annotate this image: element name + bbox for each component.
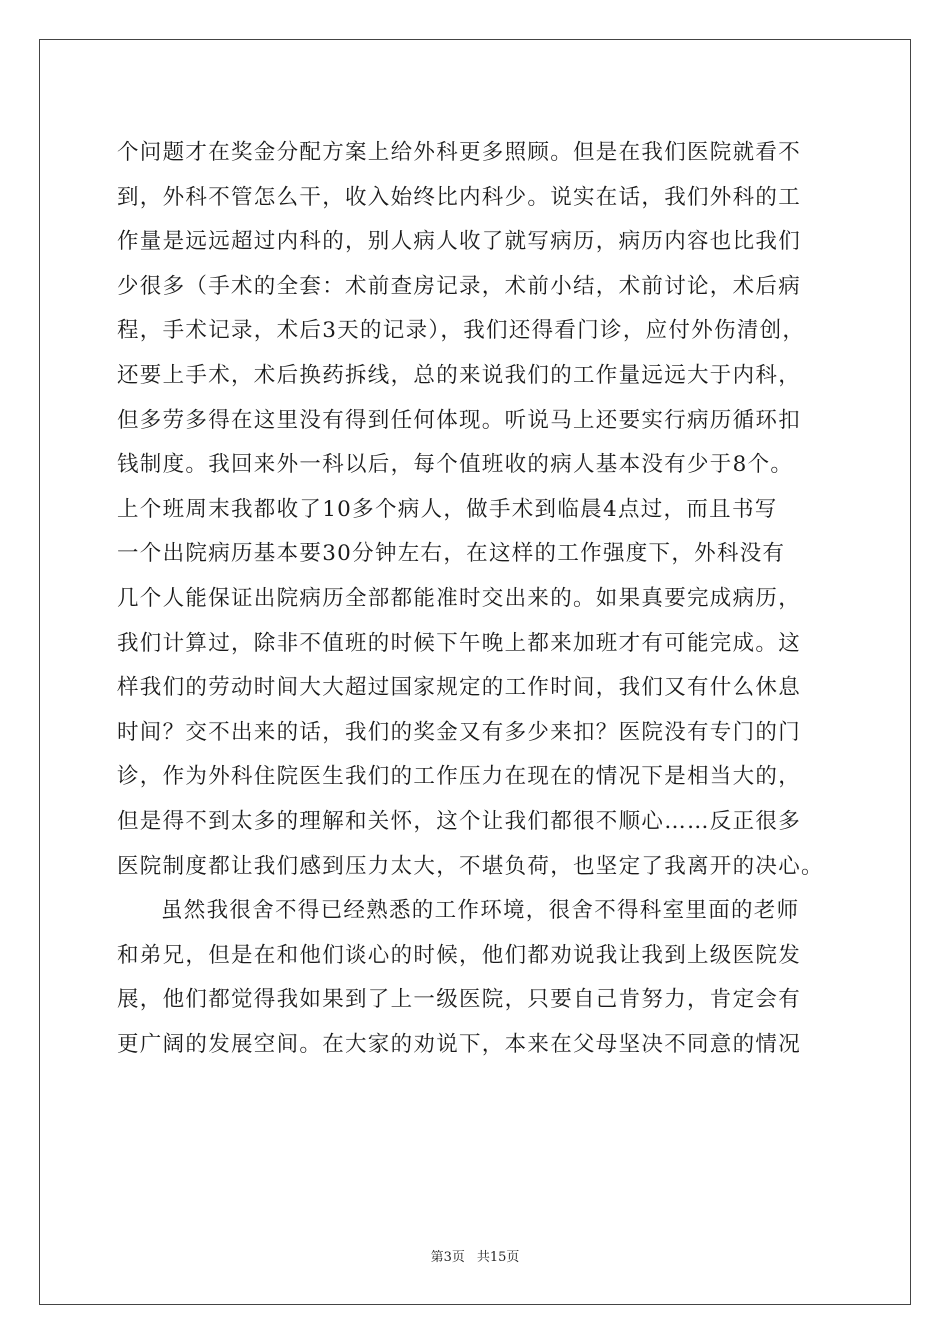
document-body	[117, 131, 837, 1067]
page-footer	[0, 1246, 950, 1265]
text-line: 和弟兄，但是在和他们谈心的时候，他们都劝说我让我到上级医院发	[117, 942, 802, 968]
text-line: 一个出院病历基本要30分钟左右，在这样的工作强度下，外科没有	[117, 541, 786, 567]
page-total: 共15页	[476, 1250, 520, 1265]
text-line: 更广阔的发展空间。在大家的劝说下，本来在父母坚决不同意的情况	[117, 1031, 802, 1057]
text-line: 我们计算过，除非不值班的时候下午晚上都来加班才有可能完成。这	[117, 630, 802, 656]
text-line: 诊，作为外科住院医生我们的工作压力在现在的情况下是相当大的，	[117, 764, 802, 790]
text-line: 程，手术记录，术后3天的记录），我们还得看门诊，应付外伤清创，	[117, 318, 806, 344]
text-line: 展，他们都觉得我如果到了上一级医院，只要自己肯努力，肯定会有	[117, 987, 802, 1013]
text-line: 个问题才在奖金分配方案上给外科更多照顾。但是在我们医院就看不	[117, 140, 802, 165]
text-line: 但是得不到太多的理解和关怀，这个让我们都很不顺心……反正很多	[117, 808, 802, 834]
text-line: 但多劳多得在这里没有得到任何体现。听说马上还要实行病历循环扣	[117, 407, 802, 433]
text-line: 到，外科不管怎么干，收入始终比内科少。说实在话，我们外科的工	[117, 184, 802, 210]
text-line: 还要上手术，术后换药拆线，总的来说我们的工作量远远大于内科，	[117, 362, 802, 388]
text-line: 时间？交不出来的话，我们的奖金又有多少来扣？医院没有专门的门	[117, 719, 802, 745]
text-line: 几个人能保证出院病历全部都能准时交出来的。如果真要完成病历，	[117, 585, 802, 611]
text-line: 医院制度都让我们感到压力太大，不堪负荷，也坚定了我离开的决心。	[117, 853, 824, 879]
text-line: 少很多（手术的全套：术前查房记录，术前小结，术前讨论，术后病	[117, 273, 802, 299]
text-line: 样我们的劳动时间大大超过国家规定的工作时间，我们又有什么休息	[117, 675, 802, 701]
text-line: 上个班周末我都收了10多个病人，做手术到临晨4点过，而且书写	[117, 496, 778, 522]
text-line: 钱制度。我回来外一科以后，每个值班收的病人基本没有少于8个。	[117, 452, 794, 478]
text-line: 作量是远远超过内科的，别人病人收了就写病历，病历内容也比我们	[117, 229, 802, 255]
page-number: 第3页	[430, 1250, 465, 1265]
paragraph-start-line: 虽然我很舍不得已经熟悉的工作环境，很舍不得科室里面的老师	[161, 898, 800, 924]
